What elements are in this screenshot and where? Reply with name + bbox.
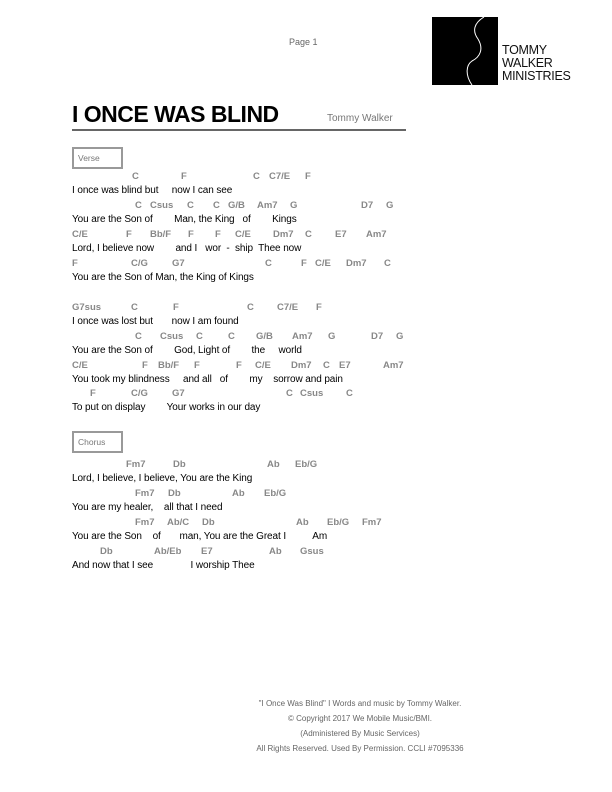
logo-mark bbox=[432, 17, 498, 85]
copyright-footer bbox=[150, 696, 570, 756]
chord: G7sus bbox=[72, 302, 102, 313]
chord: C bbox=[247, 302, 254, 313]
chord: C bbox=[265, 258, 272, 269]
lyric-line: Lord, I believe now and I wor - ship Thee now bbox=[72, 243, 302, 254]
footer-line: All Rights Reserved. Used By Permission. CCLI #7095336 bbox=[256, 744, 464, 753]
chord: C bbox=[286, 388, 293, 399]
chord: Csus bbox=[300, 388, 324, 399]
chord: G/B bbox=[228, 200, 245, 211]
chord: Fm7 bbox=[126, 459, 146, 470]
chord: Bb/F bbox=[150, 229, 172, 240]
chord: F bbox=[194, 360, 200, 371]
chord: Csus bbox=[150, 200, 174, 211]
chord: Am7 bbox=[292, 331, 313, 342]
chord: G7 bbox=[172, 388, 185, 399]
footer-line: "I Once Was Blind" I Words and music by Tommy Walker. bbox=[258, 699, 462, 708]
lyric-line: I once was blind but now I can see bbox=[72, 185, 233, 196]
lyric-line: And now that I see I worship Thee bbox=[72, 560, 255, 571]
chord: C/E bbox=[255, 360, 271, 371]
chord: C7/E bbox=[277, 302, 299, 313]
lyric-line: You are my healer, all that I need bbox=[72, 502, 223, 513]
chord: Ab bbox=[232, 488, 245, 499]
chord: C bbox=[228, 331, 235, 342]
chord: Csus bbox=[160, 331, 184, 342]
chord: G/B bbox=[256, 331, 273, 342]
chord: C/G bbox=[131, 258, 148, 269]
chord: Eb/G bbox=[264, 488, 287, 499]
chord: C bbox=[305, 229, 312, 240]
page-number: Page 1 bbox=[289, 37, 318, 47]
chord: F bbox=[305, 171, 311, 182]
chord: F bbox=[90, 388, 96, 399]
lyric-line: You took my blindness and all of my sorrow and pain bbox=[72, 374, 343, 385]
lyric-line: You are the Son of Man, the King of Kings bbox=[72, 272, 254, 283]
logo-line: MINISTRIES bbox=[502, 69, 571, 83]
section-label-chorus: Chorus bbox=[72, 431, 123, 453]
chord: G bbox=[396, 331, 404, 342]
chord: Dm7 bbox=[273, 229, 294, 240]
chord: Eb/G bbox=[295, 459, 318, 470]
chord: Fm7 bbox=[135, 517, 155, 528]
chord: E7 bbox=[201, 546, 213, 557]
chord: C/G bbox=[131, 388, 148, 399]
chord: C bbox=[253, 171, 260, 182]
lyric-line: I once was lost but now I am found bbox=[72, 316, 239, 327]
chord: G bbox=[290, 200, 298, 211]
chord: C bbox=[384, 258, 391, 269]
chord: F bbox=[301, 258, 307, 269]
chord: Bb/F bbox=[158, 360, 180, 371]
chord: C bbox=[346, 388, 353, 399]
title-divider bbox=[72, 129, 406, 131]
chord: F bbox=[188, 229, 194, 240]
chord: F bbox=[181, 171, 187, 182]
footer-line: © Copyright 2017 We Mobile Music/BMI. bbox=[287, 714, 433, 723]
chord: C bbox=[135, 331, 142, 342]
chord: C bbox=[323, 360, 330, 371]
chord: C7/E bbox=[269, 171, 291, 182]
chord: C/E bbox=[72, 229, 88, 240]
chord: G bbox=[386, 200, 394, 211]
chord: D7 bbox=[371, 331, 384, 342]
chord: C/E bbox=[235, 229, 251, 240]
chord: F bbox=[215, 229, 221, 240]
chord: Fm7 bbox=[362, 517, 382, 528]
chord: E7 bbox=[339, 360, 351, 371]
chord: Db bbox=[100, 546, 113, 557]
chord: C/E bbox=[72, 360, 88, 371]
chord: Ab/Eb bbox=[154, 546, 182, 557]
chord: Db bbox=[168, 488, 181, 499]
chord: Am7 bbox=[366, 229, 387, 240]
chord: C bbox=[196, 331, 203, 342]
chord: E7 bbox=[335, 229, 347, 240]
song-author: Tommy Walker bbox=[327, 113, 393, 124]
logo-line: WALKER bbox=[502, 56, 553, 70]
chord: Gsus bbox=[300, 546, 324, 557]
lyric-line: To put on display Your works in our day bbox=[72, 402, 261, 413]
chord: F bbox=[72, 258, 78, 269]
chord: F bbox=[236, 360, 242, 371]
song-title: I ONCE WAS BLIND bbox=[72, 101, 279, 127]
chord: C bbox=[187, 200, 194, 211]
chord: C bbox=[132, 171, 139, 182]
lyric-line: You are the Son of man, You are the Great I Am bbox=[72, 531, 328, 542]
chord: C bbox=[213, 200, 220, 211]
lyric-line: You are the Son of Man, the King of Kings bbox=[72, 214, 297, 225]
chord: F bbox=[142, 360, 148, 371]
logo-line: TOMMY bbox=[502, 43, 547, 57]
chord: Dm7 bbox=[346, 258, 367, 269]
chord: Db bbox=[173, 459, 186, 470]
chord: G7 bbox=[172, 258, 185, 269]
chord: F bbox=[316, 302, 322, 313]
lyric-line: You are the Son of God, Light of the world bbox=[72, 345, 302, 356]
chord: F bbox=[173, 302, 179, 313]
guitar-outline-icon bbox=[432, 17, 498, 85]
chord: Am7 bbox=[257, 200, 278, 211]
section-label-verse: Verse bbox=[72, 147, 123, 169]
lyric-line: Lord, I believe, I believe, You are the King bbox=[72, 473, 253, 484]
chord: Ab bbox=[296, 517, 309, 528]
chord: C bbox=[131, 302, 138, 313]
logo-text bbox=[502, 44, 571, 83]
chord: Ab bbox=[269, 546, 282, 557]
chord: C bbox=[135, 200, 142, 211]
chord: Db bbox=[202, 517, 215, 528]
chord: C/E bbox=[315, 258, 331, 269]
chord: Ab/C bbox=[167, 517, 190, 528]
chord: D7 bbox=[361, 200, 374, 211]
chord: Eb/G bbox=[327, 517, 350, 528]
chord: Ab bbox=[267, 459, 280, 470]
chord: Dm7 bbox=[291, 360, 312, 371]
footer-line: (Administered By Music Services) bbox=[300, 729, 420, 738]
chord: G bbox=[328, 331, 336, 342]
chord: Am7 bbox=[383, 360, 404, 371]
chord: F bbox=[126, 229, 132, 240]
chord: Fm7 bbox=[135, 488, 155, 499]
